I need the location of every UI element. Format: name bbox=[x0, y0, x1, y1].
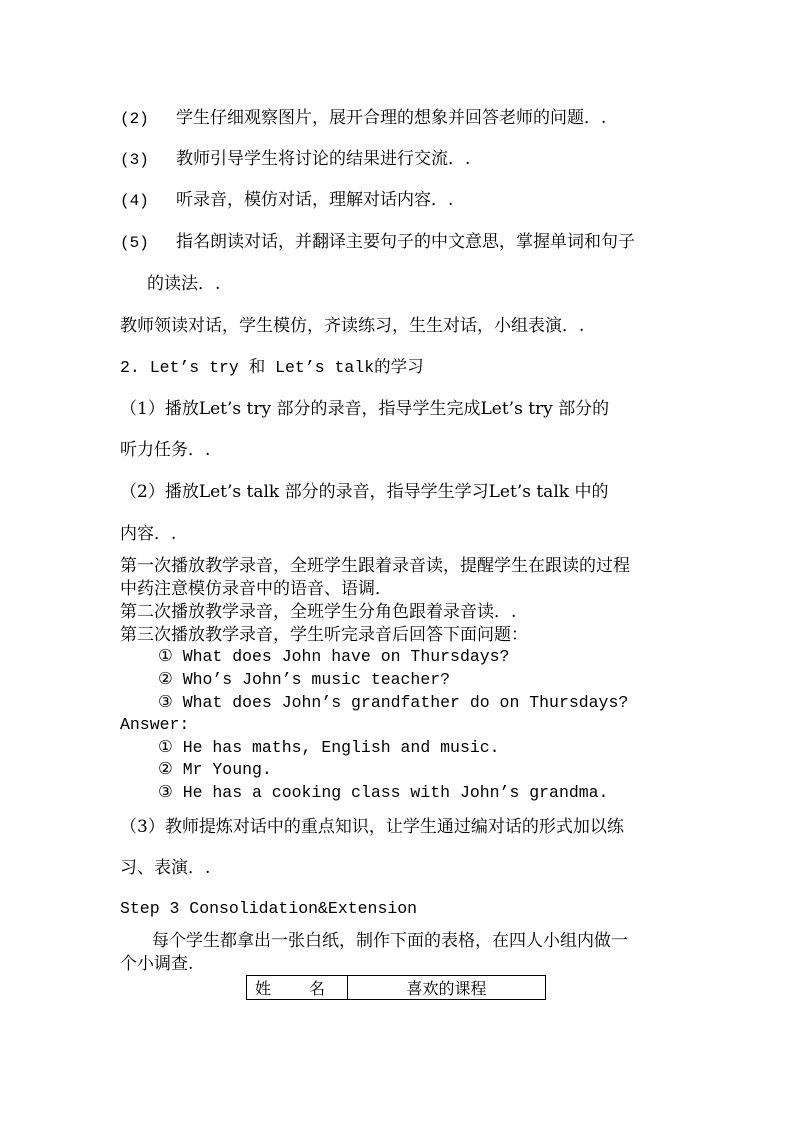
item-3-line-2: 习、表演．. bbox=[120, 858, 211, 878]
step-item-4 bbox=[120, 189, 453, 212]
step-3-title: Step 3 Consolidation&Extension bbox=[120, 899, 418, 918]
step-item-2 bbox=[120, 107, 606, 130]
play-2-line: 第二次播放教学录音，全班学生分角色跟着录音读．. bbox=[120, 602, 517, 622]
step-number: (5) bbox=[120, 234, 149, 252]
section-2-title: 2. Let’s try 和 Let’s talk的学习 bbox=[120, 358, 424, 377]
step-text: 教师引导学生将讨论的结果进行交流．. bbox=[176, 149, 471, 169]
question-3: ③ What does John’s grandfather do on Thursdays? bbox=[158, 693, 629, 712]
header-name-char-2: 名 bbox=[308, 979, 325, 998]
answer-label: Answer: bbox=[120, 715, 190, 734]
play-1-line-2: 中药注意模仿录音中的语音、语调． bbox=[120, 579, 392, 599]
answer-1: ① He has maths, English and music. bbox=[158, 738, 500, 757]
item-2-line-2: 内容．. bbox=[120, 524, 177, 544]
step-item-3 bbox=[120, 148, 470, 171]
item-3-line-1: （3）教师提炼对话中的重点知识，让学生通过编对话的形式加以练 bbox=[120, 817, 624, 837]
header-name-cell bbox=[247, 976, 348, 1000]
question-1: ① What does John have on Thursdays? bbox=[158, 647, 510, 666]
answer-3: ③ He has a cooking class with John’s grandma. bbox=[158, 783, 609, 802]
step-text: 指名朗读对话，并翻译主要句子的中文意思，掌握单词和句子 bbox=[176, 232, 635, 252]
item-1-line-1: （1）播放Let’s try 部分的录音，指导学生完成Let’s try 部分的 bbox=[120, 399, 610, 419]
answer-2: ② Mr Young. bbox=[158, 760, 272, 779]
play-1-line-1: 第一次播放教学录音，全班学生跟着录音读，提醒学生在跟读的过程 bbox=[120, 556, 630, 576]
step-number: (2) bbox=[120, 110, 149, 128]
header-course-cell: 喜欢的课程 bbox=[348, 976, 546, 1000]
question-2: ② Who’s John’s music teacher? bbox=[158, 670, 451, 689]
header-name-char-1: 姓 bbox=[255, 979, 272, 998]
step-5-continuation: 的读法．. bbox=[147, 274, 221, 294]
survey-table bbox=[246, 975, 546, 1000]
step-number: (3) bbox=[120, 151, 149, 169]
step-3-paragraph-line-2: 个小调查. bbox=[120, 954, 194, 974]
item-2-line-1: （2）播放Let’s talk 部分的录音，指导学生学习Let’s talk 中的 bbox=[120, 482, 609, 502]
play-3-line: 第三次播放教学录音，学生听完录音后回答下面问题： bbox=[120, 625, 528, 645]
table-header-row bbox=[247, 976, 546, 1000]
step-3-paragraph-line-1: 每个学生都拿出一张白纸，制作下面的表格，在四人小组内做一 bbox=[152, 931, 628, 951]
item-1-line-2: 听力任务．. bbox=[120, 440, 211, 460]
step-number: (4) bbox=[120, 192, 149, 210]
step-item-5 bbox=[120, 231, 635, 254]
step-text: 听录音，模仿对话，理解对话内容．. bbox=[176, 190, 454, 210]
teacher-lead-paragraph: 教师领读对话，学生模仿，齐读练习，生生对话，小组表演．. bbox=[120, 316, 585, 336]
step-text: 学生仔细观察图片，展开合理的想象并回答老师的问题．. bbox=[176, 108, 607, 128]
